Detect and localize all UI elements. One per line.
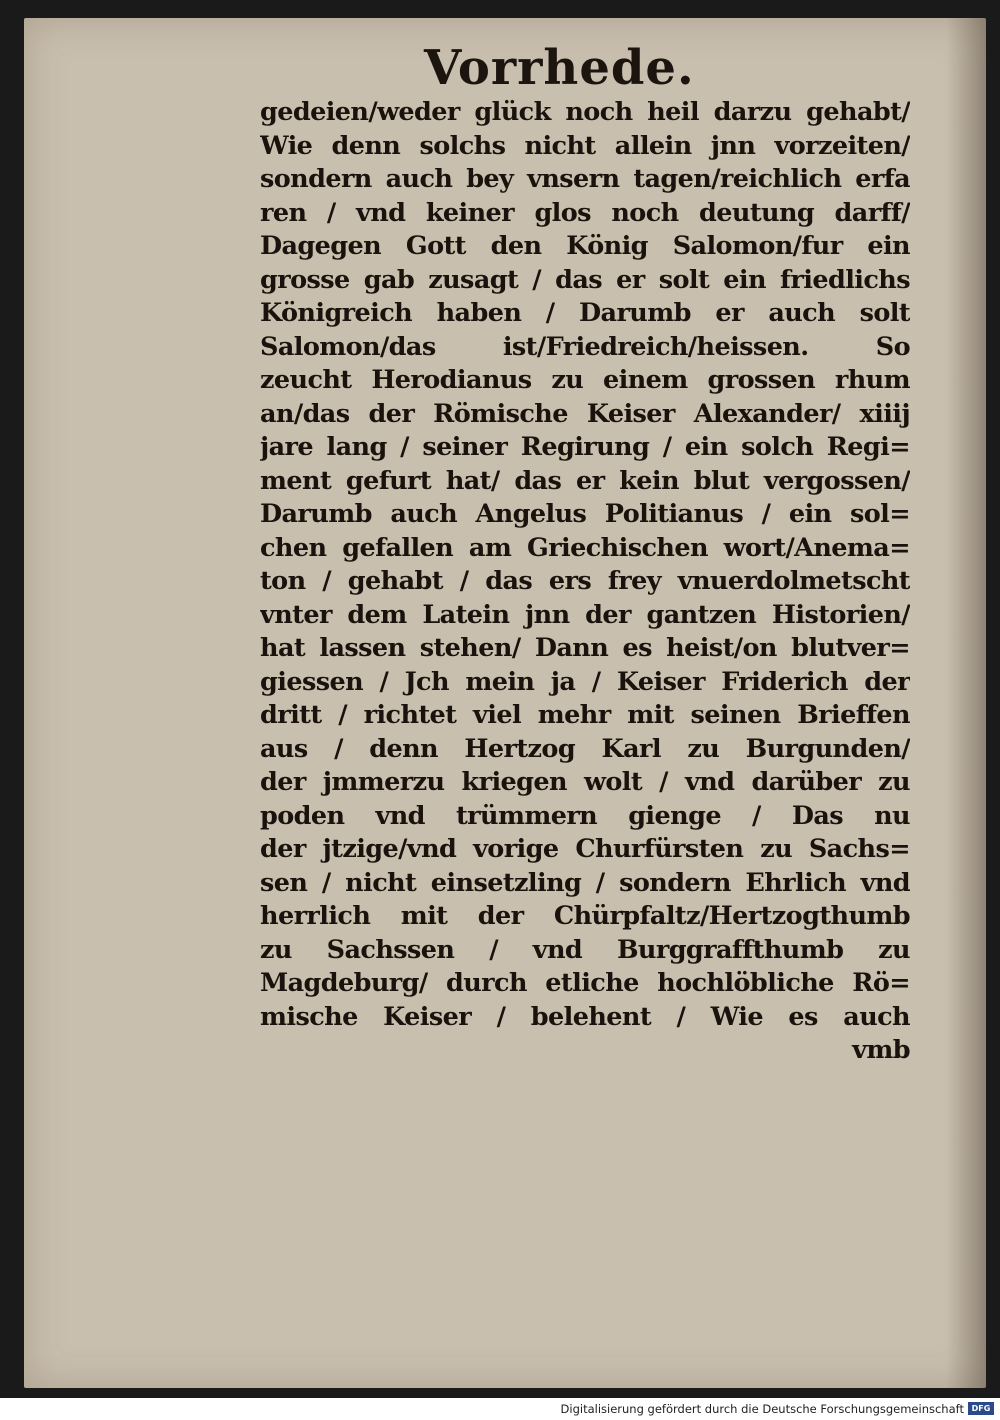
text-line: Magdeburg/ durch etliche hochlöbliche Rö= — [260, 968, 910, 998]
page-heading: Vorrhede. — [424, 40, 695, 96]
text-line: chen gefallen am Griechischen wort/Anema= — [260, 532, 910, 563]
text-line: Salomon/das ist/Friedreich/heissen. So — [260, 331, 910, 362]
text-line: hat lassen stehen/ Dann es heist/on blutver= — [260, 633, 910, 663]
text-line: aus / denn Hertzog Karl zu Burgunden/ — [260, 733, 910, 764]
text-line: sondern auch bey vnsern tagen/reichlich erfa — [260, 164, 910, 194]
text-line: ren / vnd keiner glos noch deutung darff/ — [260, 197, 910, 228]
text-line: vnter dem Latein jnn der gantzen Historien/ — [260, 599, 910, 630]
catchword: vmb — [852, 1035, 910, 1065]
footer — [0, 1398, 1000, 1420]
text-line: der jmmerzu kriegen wolt / vnd darüber zu — [260, 767, 910, 797]
dfg-logo-icon: DFG — [968, 1402, 994, 1415]
text-line: sen / nicht einsetzling / sondern Ehrlich vnd — [260, 867, 910, 898]
text-line: giessen / Jch mein ja / Keiser Friderich der — [260, 666, 910, 697]
text-line: herrlich mit der Chürpfaltz/Hertzogthumb — [260, 901, 910, 931]
text-block — [260, 96, 910, 1068]
text-line: zeucht Herodianus zu einem grossen rhum — [260, 365, 910, 395]
text-line: zu Sachssen / vnd Burggraffthumb zu — [260, 934, 910, 965]
footer-credit: Digitalisierung gefördert durch die Deutsche Forschungsgemeinschaft — [560, 1402, 964, 1416]
text-line: poden vnd trümmern gienge / Das nu — [260, 800, 910, 831]
text-line: Darumb auch Angelus Politianus / ein sol= — [260, 499, 910, 529]
text-line: ton / gehabt / das ers frey vnuerdolmetscht — [260, 566, 910, 596]
text-line: an/das der Römische Keiser Alexander/ xiiij — [260, 398, 910, 429]
text-line: ment gefurt hat/ das er kein blut vergossen/ — [260, 465, 910, 496]
text-line: Königreich haben / Darumb er auch solt — [260, 298, 910, 328]
text-line: grosse gab zusagt / das er solt ein friedlichs — [260, 264, 910, 295]
text-line: der jtzige/vnd vorige Churfürsten zu Sachs= — [260, 834, 910, 864]
text-line: jare lang / seiner Regirung / ein solch Regi= — [260, 432, 910, 462]
text-line: mische Keiser / belehent / Wie es auch — [260, 1001, 910, 1032]
book-page — [24, 18, 986, 1388]
text-line: gedeien/weder glück noch heil darzu gehabt/ — [260, 97, 910, 127]
text-line: Wie denn solchs nicht allein jnn vorzeiten/ — [260, 130, 910, 161]
text-line: dritt / richtet viel mehr mit seinen Brieffen — [260, 700, 910, 730]
text-line: Dagegen Gott den König Salomon/fur ein — [260, 231, 910, 261]
